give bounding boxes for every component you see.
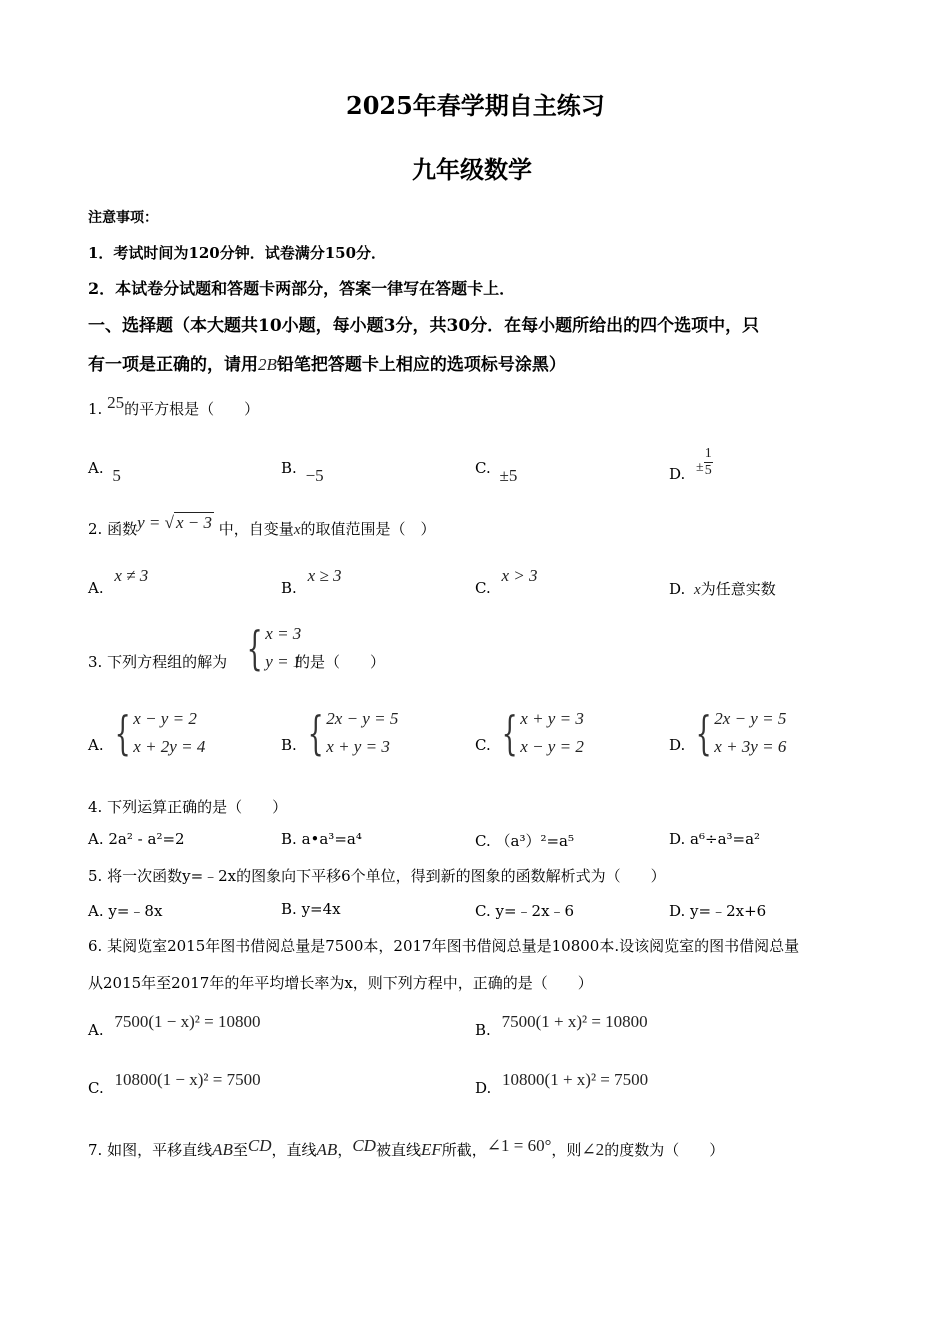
notes-item-2: 2．本试卷分试题和答题卡两部分，答案一律写在答题卡上． [88,279,516,298]
question-5 [88,865,666,886]
brace: { [501,706,518,760]
equation-2: x − y = 2 [520,737,584,756]
option-label: D. [475,1079,492,1097]
q1-option-d[interactable] [669,446,713,483]
question-number: 2. [88,520,103,538]
option-label: C. [475,459,491,477]
q6-option-d[interactable] [475,1070,649,1098]
option-label: D. [669,830,686,848]
option-value: 为任意实数 [700,580,776,598]
notes-item-1: 1．考试时间为120分钟．试卷满分150分． [88,244,387,262]
q4-option-d[interactable] [669,830,760,848]
question-7 [88,1136,725,1160]
option-label: A. [88,459,104,477]
question-text: ，则 [551,1141,582,1159]
fraction [704,446,713,479]
equation-1: 2x − y = 5 [714,709,787,728]
option-label: A. [88,579,104,597]
option-value: 7500(1 + x)² = 10800 [501,1012,648,1031]
sqrt-sign: √ [164,513,174,532]
q3-option-a[interactable] [108,705,205,761]
question-text: ， [337,1141,353,1159]
equation-1: 2x − y = 5 [326,709,399,728]
option-label: A. [88,902,104,920]
q6-option-b[interactable] [475,1012,648,1040]
question-text: 被直线 [375,1141,421,1159]
q1-option-a[interactable] [88,458,121,485]
option-label: A. [88,1021,104,1039]
section-heading-text: 有一项是正确的，请用 [88,355,258,375]
equation-2: x + 3y = 6 [714,737,787,756]
question-3-tail: 的是（ ） [295,653,386,671]
math-expression: 25 [107,393,125,412]
fraction-denominator: 5 [704,463,712,478]
option-value: 2a² - a²=2 [108,830,185,848]
option-value: 10800(1 − x)² = 7500 [114,1070,261,1089]
q4-option-c[interactable] [475,830,574,851]
question-text: 如图，平移直线 [107,1141,213,1159]
line-ab: AB [212,1140,233,1159]
notes-heading: 注意事项： [88,210,158,226]
line-cd: CD [247,1136,272,1155]
brace: { [695,706,712,760]
q4-option-b[interactable] [281,830,362,848]
question-text-end: 的取值范围是（ ） [300,520,436,538]
question-text: 的平方根是（ ） [124,400,260,418]
option-value: y=﹣8x [108,902,163,920]
q2-option-d[interactable] [669,578,776,599]
option-label: B. [281,900,297,918]
option-value: x ≠ 3 [114,566,149,585]
q3-option-b-label[interactable]: B. [281,736,297,754]
equation-2: x + y = 3 [326,737,390,756]
q5-option-b[interactable] [281,900,341,918]
option-label: C. [475,902,491,920]
option-value: y=﹣2x+6 [690,902,767,920]
q1-option-b[interactable] [281,458,324,485]
question-text-end: 的度数为（ ） [604,1141,725,1159]
line-ef: EF [420,1140,442,1159]
option-label: D. [669,902,686,920]
q3-option-d[interactable] [689,705,786,761]
question-text: 下列方程组的解为 [107,653,228,671]
q4-option-a[interactable] [88,830,185,848]
variable-x: x [694,582,701,598]
question-4 [88,796,287,817]
brace: { [114,706,131,760]
question-text: 下列运算正确的是（ ） [107,798,288,816]
q3-given-system [240,620,301,676]
page-subtitle: 九年级数学 [412,155,532,184]
section-heading-line-2 [88,350,566,375]
option-label: C. [475,579,491,597]
q3-option-a-label[interactable]: A. [88,736,104,754]
option-label: B. [475,1021,491,1039]
q2-option-b[interactable] [281,566,342,598]
q3-option-c[interactable] [495,705,584,761]
question-text: 至 [232,1141,248,1159]
q2-option-c[interactable] [475,566,538,598]
system-lines [714,705,786,761]
option-label: A. [88,830,104,848]
q3-option-d-label[interactable]: D. [669,736,686,754]
line-ab: AB [316,1140,338,1159]
option-label: B. [281,459,297,477]
brace: { [307,706,324,760]
question-text: 所截， [441,1141,487,1159]
option-value: 10800(1 + x)² = 7500 [502,1070,649,1089]
angle-1: ∠1 = 60° [486,1136,552,1155]
question-1 [88,393,260,419]
option-label: D. [669,580,686,598]
option-value: x > 3 [501,566,538,585]
option-value: 5 [112,466,121,485]
option-label: D. [669,464,686,483]
system-lines [520,705,584,761]
angle-2: ∠2 [581,1140,605,1159]
q5-option-d[interactable] [669,900,766,921]
fraction-numerator: 1 [704,446,712,461]
system-lines [133,705,205,761]
q1-option-c[interactable] [475,458,518,485]
equation-1: x − y = 2 [133,709,197,728]
equation-1: x + y = 3 [520,709,584,728]
question-text: 函数 [107,520,138,538]
question-number: 5. [88,867,103,885]
q3-option-c-label[interactable]: C. [475,736,491,754]
question-2 [88,513,436,539]
q6-option-c[interactable] [88,1070,261,1098]
option-value: 7500(1 − x)² = 10800 [114,1012,261,1031]
q5-option-a[interactable] [88,900,162,921]
function-lhs: y = [137,513,165,532]
equation-2: y = 1 [265,652,302,671]
brace: { [246,621,263,675]
question-3-number [88,651,227,672]
option-value: y=4x [301,900,341,918]
option-label: B. [281,830,297,848]
q6-option-a[interactable] [88,1012,261,1040]
q3-option-b[interactable] [301,705,398,761]
question-6-line-1: 6. 某阅览室2015年图书借阅总量是7500本，2017年图书借阅总量是10800本.设该阅览室的图书借阅总量 [88,937,800,955]
question-number: 4. [88,798,103,816]
option-label: C. [475,832,491,850]
question-text: 中，自变量 [218,520,294,538]
equation-2: x + 2y = 4 [133,737,206,756]
question-number: 1. [88,400,103,418]
equation-1: x = 3 [265,624,302,643]
system-lines [326,705,398,761]
pencil-type: 2B [258,355,277,374]
option-value: a•a³=a⁴ [301,830,362,848]
q5-option-c[interactable] [475,900,574,921]
plus-minus-sign: ± [696,459,704,475]
section-heading-text-end: 铅笔把答题卡上相应的选项标号涂黑） [276,355,566,375]
option-value: x ≥ 3 [307,566,342,585]
option-value: （a³）²=a⁵ [495,832,574,850]
question-number: 3. [88,653,103,671]
question-text: 将一次函数y=﹣2x的图象向下平移6个单位，得到新的图象的函数解析式为（ ） [107,867,666,885]
question-text: ，直线 [271,1141,317,1159]
option-value: −5 [305,466,324,485]
q2-option-a[interactable] [88,566,149,598]
sqrt-radicand: x − 3 [175,513,213,532]
function-expression [137,513,214,532]
question-number: 7. [88,1141,103,1159]
page-title: 2025年春学期自主练习 [346,91,605,120]
option-value: a⁶÷a³=a² [690,830,761,848]
line-cd: CD [352,1136,376,1155]
section-heading-line-1: 一、选择题（本大题共10小题，每小题3分，共30分．在每小题所给出的四个选项中，只 [88,316,760,336]
option-value: ±5 [499,466,518,485]
option-label: C. [88,1079,104,1097]
option-label: B. [281,579,297,597]
variable-x: x [293,522,301,538]
question-6-line-2: 从2015年至2017年的年平均增长率为x，则下列方程中，正确的是（ ） [88,974,593,992]
option-value: y=﹣2x﹣6 [495,902,575,920]
